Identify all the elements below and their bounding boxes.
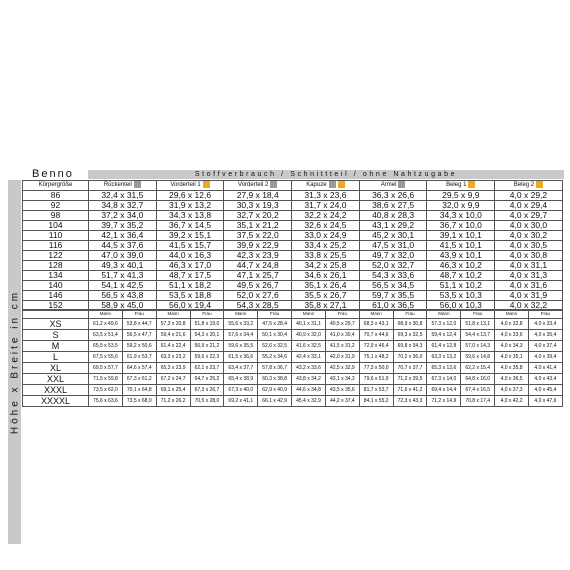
size-cell: XXL	[23, 374, 89, 385]
value-cell: 61,5 x 36,6	[224, 352, 258, 363]
col-header	[495, 181, 563, 191]
kids-row	[23, 241, 563, 251]
value-cell: 36,7 x 14,5	[156, 221, 224, 231]
value-cell: 39,7 x 35,2	[89, 221, 157, 231]
kids-row	[23, 201, 563, 211]
value-cell: 57,8 x 36,7	[258, 363, 292, 374]
value-cell: 73,5 x 68,0	[122, 396, 156, 407]
value-cell: 63,5 x 51,4	[89, 330, 123, 341]
value-cell: 4,0 x 30,5	[495, 241, 563, 251]
value-cell: 61,4 x 22,4	[156, 341, 190, 352]
value-cell: 44,7 x 24,8	[224, 261, 292, 271]
size-cell: 104	[23, 221, 89, 231]
value-cell: 60,3 x 38,8	[258, 374, 292, 385]
value-cell: 70,2 x 36,0	[393, 352, 427, 363]
adults-row	[23, 385, 563, 396]
value-cell: 4,0 x 37,3	[495, 385, 529, 396]
frau-header: Frau	[258, 310, 292, 319]
value-cell: 42,1 x 36,4	[89, 231, 157, 241]
value-cell: 61,9 x 53,7	[122, 352, 156, 363]
orange-swatch-icon	[468, 181, 475, 188]
value-cell: 49,3 x 40,1	[89, 261, 157, 271]
value-cell: 46,3 x 17,0	[156, 261, 224, 271]
value-cell: 50,1 x 30,4	[258, 330, 292, 341]
adults-table	[22, 309, 563, 407]
value-cell: 84,1 x 55,2	[359, 396, 393, 407]
value-cell: 57,3 x 12,0	[427, 319, 461, 330]
col-header	[156, 181, 224, 191]
adults-row	[23, 319, 563, 330]
value-cell: 37,5 x 22,0	[224, 231, 292, 241]
col-header	[292, 181, 360, 191]
value-cell: 71,6 x 41,2	[393, 385, 427, 396]
adults-row	[23, 330, 563, 341]
kids-row	[23, 251, 563, 261]
value-cell: 43,1 x 34,3	[325, 374, 359, 385]
value-cell: 52,6 x 32,5	[258, 341, 292, 352]
kids-row	[23, 191, 563, 201]
col-header	[89, 181, 157, 191]
size-cell: S	[23, 330, 89, 341]
frau-header: Frau	[190, 310, 224, 319]
size-cell: 152	[23, 301, 89, 311]
value-cell: 32,2 x 24,2	[292, 211, 360, 221]
kids-table	[22, 180, 563, 311]
value-cell: 59,7 x 35,5	[359, 291, 427, 301]
value-cell: 4,0 x 31,1	[495, 261, 563, 271]
value-cell: 34,3 x 13,8	[156, 211, 224, 221]
value-cell: 48,7 x 17,5	[156, 271, 224, 281]
value-cell: 40,8 x 28,3	[359, 211, 427, 221]
value-cell: 4,0 x 29,2	[495, 191, 563, 201]
mann-header: Mann	[89, 310, 123, 319]
value-cell: 4,0 x 35,4	[528, 330, 562, 341]
mann-header: Mann	[156, 310, 190, 319]
value-cell: 48,7 x 10,2	[427, 271, 495, 281]
value-cell: 64,7 x 25,2	[190, 374, 224, 385]
frau-header: Frau	[122, 310, 156, 319]
value-cell: 67,2 x 24,7	[156, 374, 190, 385]
size-cell: 128	[23, 261, 89, 271]
empty-cell	[23, 310, 89, 319]
value-cell: 71,2 x 26,2	[156, 396, 190, 407]
value-cell: 31,3 x 23,6	[292, 191, 360, 201]
value-cell: 35,1 x 26,4	[292, 281, 360, 291]
value-cell: 30,3 x 19,3	[224, 201, 292, 211]
value-cell: 71,2 x 39,5	[393, 374, 427, 385]
value-cell: 42,4 x 33,1	[292, 352, 326, 363]
value-cell: 67,3 x 14,0	[427, 374, 461, 385]
adult-subheader-row	[23, 310, 563, 319]
value-cell: 42,3 x 23,9	[224, 251, 292, 261]
value-cell: 4,0 x 32,8	[495, 319, 529, 330]
value-cell: 37,2 x 34,0	[89, 211, 157, 221]
value-cell: 54,1 x 42,5	[89, 281, 157, 291]
value-cell: 56,0 x 10,3	[427, 301, 495, 311]
value-cell: 72,3 x 43,3	[393, 396, 427, 407]
value-cell: 35,1 x 21,2	[224, 221, 292, 231]
orange-swatch-icon	[536, 181, 543, 188]
value-cell: 4,0 x 29,4	[495, 201, 563, 211]
value-cell: 56,5 x 43,8	[89, 291, 157, 301]
value-cell: 29,6 x 12,6	[156, 191, 224, 201]
value-cell: 52,0 x 27,6	[224, 291, 292, 301]
value-cell: 68,3 x 43,1	[359, 319, 393, 330]
value-cell: 69,3 x 32,5	[393, 330, 427, 341]
value-cell: 4,0 x 34,3	[495, 341, 529, 352]
value-cell: 38,6 x 27,5	[359, 201, 427, 211]
value-cell: 45,2 x 30,1	[359, 231, 427, 241]
value-cell: 57,3 x 20,8	[156, 319, 190, 330]
kids-row	[23, 231, 563, 241]
value-cell: 69,5 x 57,7	[89, 363, 123, 374]
value-cell: 4,0 x 33,6	[495, 330, 529, 341]
value-cell: 34,6 x 26,1	[292, 271, 360, 281]
value-cell: 72,9 x 46,4	[359, 341, 393, 352]
kids-row	[23, 221, 563, 231]
value-cell: 70,7 x 37,7	[393, 363, 427, 374]
value-cell: 44,6 x 34,8	[292, 385, 326, 396]
value-cell: 56,5 x 34,5	[359, 281, 427, 291]
value-cell: 43,8 x 34,2	[292, 374, 326, 385]
pattern-title: Benno	[32, 168, 74, 180]
value-cell: 62,1 x 23,7	[190, 363, 224, 374]
adults-row	[23, 374, 563, 385]
value-cell: 64,6 x 57,4	[122, 363, 156, 374]
adults-row	[23, 352, 563, 363]
kids-row	[23, 271, 563, 281]
value-cell: 73,5 x 62,0	[89, 385, 123, 396]
size-cell: 86	[23, 191, 89, 201]
value-cell: 51,1 x 10,2	[427, 281, 495, 291]
value-cell: 65,3 x 23,9	[156, 363, 190, 374]
value-cell: 51,1 x 18,2	[156, 281, 224, 291]
mann-header: Mann	[224, 310, 258, 319]
value-cell: 31,7 x 24,0	[292, 201, 360, 211]
value-cell: 75,6 x 63,6	[89, 396, 123, 407]
value-cell: 4,0 x 47,6	[528, 396, 562, 407]
value-cell: 69,1 x 25,4	[156, 385, 190, 396]
banner: Stoffverbrauch / Schnittteil / ohne Nahtzugabe	[88, 170, 564, 179]
mann-header: Mann	[427, 310, 461, 319]
value-cell: 51,8 x 19,0	[190, 319, 224, 330]
value-cell: 70,5 x 28,0	[190, 396, 224, 407]
col-header-label: Kapuze	[306, 182, 327, 189]
value-cell: 4,0 x 31,3	[495, 271, 563, 281]
value-cell: 32,6 x 24,5	[292, 221, 360, 231]
value-cell: 67,3 x 40,0	[224, 385, 258, 396]
size-cell: 92	[23, 201, 89, 211]
value-cell: 43,1 x 29,2	[359, 221, 427, 231]
value-cell: 64,8 x 16,0	[461, 374, 495, 385]
value-cell: 58,9 x 45,0	[89, 301, 157, 311]
mann-header: Mann	[292, 310, 326, 319]
value-cell: 49,5 x 26,7	[224, 281, 292, 291]
value-cell: 57,0 x 14,3	[461, 341, 495, 352]
grey-swatch-icon	[398, 181, 405, 188]
col-header-label: Vorderteil 1	[170, 182, 201, 189]
value-cell: 47,0 x 39,0	[89, 251, 157, 261]
col-header-label: Rückenteil	[103, 182, 132, 189]
value-cell: 53,5 x 18,8	[156, 291, 224, 301]
value-cell: 59,6 x 22,3	[190, 352, 224, 363]
value-cell: 39,1 x 10,1	[427, 231, 495, 241]
value-cell: 41,5 x 15,7	[156, 241, 224, 251]
size-cell: 146	[23, 291, 89, 301]
value-cell: 63,4 x 37,7	[224, 363, 258, 374]
value-cell: 56,5 x 47,7	[122, 330, 156, 341]
value-cell: 4,0 x 35,8	[495, 363, 529, 374]
value-cell: 34,2 x 25,8	[292, 261, 360, 271]
kids-row	[23, 211, 563, 221]
size-cell: XS	[23, 319, 89, 330]
value-cell: 53,5 x 10,3	[427, 291, 495, 301]
side-label: Höhe x Breite in cm	[9, 289, 20, 435]
size-cell: M	[23, 341, 89, 352]
value-cell: 41,5 x 31,2	[325, 341, 359, 352]
grey-swatch-icon	[270, 181, 277, 188]
col-header-label: Ärmel	[380, 182, 397, 189]
size-cell: 134	[23, 271, 89, 281]
value-cell: 33,0 x 24,9	[292, 231, 360, 241]
value-cell: 54,4 x 13,7	[461, 330, 495, 341]
value-cell: 65,5 x 53,5	[89, 341, 123, 352]
size-cell: 116	[23, 241, 89, 251]
value-cell: 44,0 x 16,3	[156, 251, 224, 261]
value-cell: 32,4 x 31,5	[89, 191, 157, 201]
value-cell: 33,8 x 25,5	[292, 251, 360, 261]
value-cell: 4,0 x 45,4	[528, 385, 562, 396]
value-cell: 69,4 x 14,4	[427, 385, 461, 396]
adults-row	[23, 396, 563, 407]
value-cell: 61,4 x 12,8	[427, 341, 461, 352]
adults-row	[23, 363, 563, 374]
value-cell: 40,1 x 31,1	[292, 319, 326, 330]
value-cell: 62,9 x 40,9	[258, 385, 292, 396]
frau-header: Frau	[393, 310, 427, 319]
value-cell: 67,3 x 61,2	[122, 374, 156, 385]
adults-row	[23, 341, 563, 352]
col-header-label: Beleg 2	[513, 182, 535, 189]
value-cell: 4,0 x 32,2	[495, 301, 563, 311]
col-header	[359, 181, 427, 191]
size-cell: XXXL	[23, 385, 89, 396]
value-cell: 71,2 x 14,9	[427, 396, 461, 407]
value-cell: 4,0 x 33,4	[528, 319, 562, 330]
value-cell: 33,4 x 25,2	[292, 241, 360, 251]
value-cell: 47,5 x 31,0	[359, 241, 427, 251]
value-cell: 65,3 x 13,6	[427, 363, 461, 374]
value-cell: 44,2 x 37,4	[325, 396, 359, 407]
orange-swatch-icon	[338, 181, 345, 188]
value-cell: 43,9 x 10,1	[427, 251, 495, 261]
value-cell: 42,0 x 31,9	[325, 352, 359, 363]
value-cell: 44,5 x 37,6	[89, 241, 157, 251]
kids-row	[23, 291, 563, 301]
value-cell: 41,6 x 32,5	[292, 341, 326, 352]
col-header-label: Beleg 1	[446, 182, 467, 189]
koerper-header: Körpergröße	[23, 181, 89, 191]
value-cell: 70,7 x 44,6	[359, 330, 393, 341]
value-cell: 54,3 x 20,1	[190, 330, 224, 341]
col-header-label: Vorderteil 2	[238, 182, 269, 189]
value-cell: 53,8 x 44,7	[122, 319, 156, 330]
value-cell: 75,1 x 48,2	[359, 352, 393, 363]
value-cell: 54,3 x 33,6	[359, 271, 427, 281]
value-cell: 32,0 x 9,9	[427, 201, 495, 211]
value-cell: 4,0 x 30,8	[495, 251, 563, 261]
value-cell: 49,7 x 32,0	[359, 251, 427, 261]
header-row	[23, 181, 563, 191]
size-cell: 98	[23, 211, 89, 221]
frau-header: Frau	[325, 310, 359, 319]
value-cell: 4,0 x 36,5	[495, 374, 529, 385]
value-cell: 46,3 x 10,2	[427, 261, 495, 271]
value-cell: 4,0 x 31,9	[495, 291, 563, 301]
value-cell: 61,0 x 36,5	[359, 301, 427, 311]
value-cell: 56,9 x 21,2	[190, 341, 224, 352]
value-cell: 4,0 x 30,0	[495, 221, 563, 231]
value-cell: 36,3 x 26,6	[359, 191, 427, 201]
value-cell: 65,4 x 38,9	[224, 374, 258, 385]
value-cell: 59,6 x 35,5	[224, 341, 258, 352]
size-cell: 110	[23, 231, 89, 241]
size-cell: XL	[23, 363, 89, 374]
side-label-bar	[8, 180, 21, 544]
kids-row	[23, 261, 563, 271]
frau-header: Frau	[461, 310, 495, 319]
mann-header: Mann	[359, 310, 393, 319]
size-cell: 122	[23, 251, 89, 261]
orange-swatch-icon	[203, 181, 210, 188]
value-cell: 70,1 x 64,8	[122, 385, 156, 396]
value-cell: 4,0 x 37,4	[528, 341, 562, 352]
value-cell: 67,5 x 55,6	[89, 352, 123, 363]
value-cell: 71,5 x 59,8	[89, 374, 123, 385]
value-cell: 41,0 x 30,4	[325, 330, 359, 341]
value-cell: 34,3 x 10,0	[427, 211, 495, 221]
value-cell: 42,5 x 32,9	[325, 363, 359, 374]
value-cell: 81,7 x 53,7	[359, 385, 393, 396]
value-cell: 4,0 x 41,4	[528, 363, 562, 374]
value-cell: 67,3 x 26,7	[190, 385, 224, 396]
size-cell: XXXXL	[23, 396, 89, 407]
value-cell: 54,3 x 28,5	[224, 301, 292, 311]
value-cell: 43,5 x 35,6	[325, 385, 359, 396]
value-cell: 29,5 x 9,9	[427, 191, 495, 201]
value-cell: 69,8 x 34,3	[393, 341, 427, 352]
value-cell: 59,4 x 21,6	[156, 330, 190, 341]
value-cell: 55,2 x 34,6	[258, 352, 292, 363]
value-cell: 4,0 x 30,2	[495, 231, 563, 241]
value-cell: 51,7 x 41,3	[89, 271, 157, 281]
frau-header: Frau	[528, 310, 562, 319]
value-cell: 66,1 x 42,9	[258, 396, 292, 407]
size-cell: L	[23, 352, 89, 363]
mann-header: Mann	[495, 310, 529, 319]
grey-swatch-icon	[134, 181, 141, 188]
value-cell: 35,8 x 27,1	[292, 301, 360, 311]
value-cell: 39,9 x 22,9	[224, 241, 292, 251]
value-cell: 31,9 x 13,2	[156, 201, 224, 211]
value-cell: 69,2 x 41,1	[224, 396, 258, 407]
value-cell: 67,4 x 16,5	[461, 385, 495, 396]
value-cell: 59,4 x 12,4	[427, 330, 461, 341]
value-cell: 35,5 x 26,7	[292, 291, 360, 301]
size-cell: 140	[23, 281, 89, 291]
value-cell: 43,2 x 33,6	[292, 363, 326, 374]
value-cell: 57,6 x 34,4	[224, 330, 258, 341]
col-header	[427, 181, 495, 191]
value-cell: 63,3 x 13,2	[427, 352, 461, 363]
value-cell: 32,7 x 20,2	[224, 211, 292, 221]
value-cell: 45,4 x 32,9	[292, 396, 326, 407]
value-cell: 4,0 x 35,1	[495, 352, 529, 363]
grey-swatch-icon	[329, 181, 336, 188]
value-cell: 4,0 x 43,4	[528, 374, 562, 385]
value-cell: 36,7 x 10,0	[427, 221, 495, 231]
value-cell: 51,8 x 13,1	[461, 319, 495, 330]
value-cell: 61,2 x 49,6	[89, 319, 123, 330]
value-cell: 41,5 x 10,1	[427, 241, 495, 251]
value-cell: 39,2 x 15,1	[156, 231, 224, 241]
value-cell: 55,6 x 33,2	[224, 319, 258, 330]
value-cell: 47,1 x 25,7	[224, 271, 292, 281]
value-cell: 79,6 x 51,9	[359, 374, 393, 385]
value-cell: 27,9 x 18,4	[224, 191, 292, 201]
value-cell: 56,0 x 19,4	[156, 301, 224, 311]
kids-row	[23, 281, 563, 291]
value-cell: 62,2 x 15,4	[461, 363, 495, 374]
value-cell: 34,8 x 32,7	[89, 201, 157, 211]
value-cell: 70,8 x 17,4	[461, 396, 495, 407]
value-cell: 47,5 x 28,4	[258, 319, 292, 330]
value-cell: 77,3 x 50,0	[359, 363, 393, 374]
value-cell: 4,0 x 39,4	[528, 352, 562, 363]
value-cell: 68,9 x 30,8	[393, 319, 427, 330]
value-cell: 4,0 x 29,7	[495, 211, 563, 221]
col-header	[224, 181, 292, 191]
value-cell: 59,2 x 50,6	[122, 341, 156, 352]
value-cell: 63,3 x 23,2	[156, 352, 190, 363]
value-cell: 4,0 x 42,2	[495, 396, 529, 407]
value-cell: 4,0 x 31,6	[495, 281, 563, 291]
value-cell: 59,6 x 14,8	[461, 352, 495, 363]
value-cell: 40,9 x 32,0	[292, 330, 326, 341]
value-cell: 40,5 x 29,7	[325, 319, 359, 330]
value-cell: 52,0 x 32,7	[359, 261, 427, 271]
